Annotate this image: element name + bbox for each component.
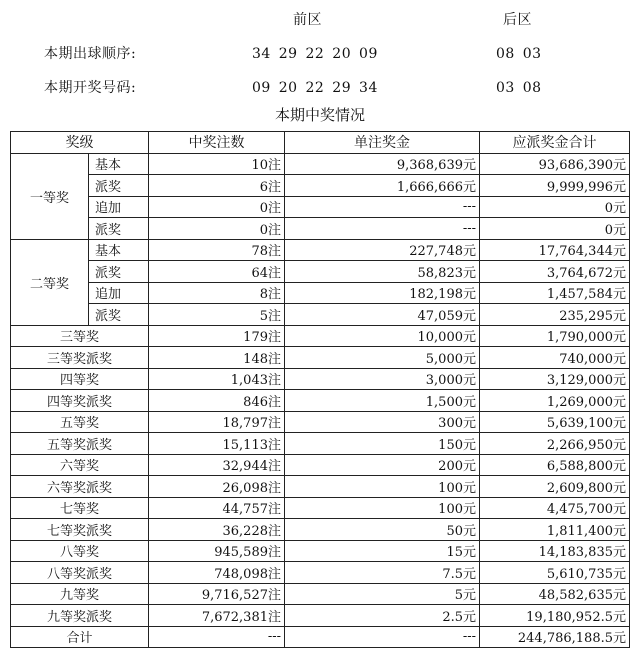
winner-count-cell: 78注 <box>149 239 285 261</box>
table-row <box>11 175 630 197</box>
prize-level-cell: 三等奖 <box>11 325 149 347</box>
table-row <box>11 282 630 304</box>
prize-level-cell: 七等奖派奖 <box>11 519 149 541</box>
total-prize-cell: 1,269,000元 <box>480 390 630 412</box>
winner-count-cell: 10注 <box>149 153 285 175</box>
winning-back-numbers: 03 08 <box>496 80 542 96</box>
winner-count-cell: 32,944注 <box>149 454 285 476</box>
single-prize-cell: 5元 <box>285 583 480 605</box>
prize-level-cell: 六等奖派奖 <box>11 476 149 498</box>
single-prize-cell: 15元 <box>285 540 480 562</box>
total-prize-cell: 1,457,584元 <box>480 282 630 304</box>
prize-level-cell: 八等奖 <box>11 540 149 562</box>
single-prize-cell: 150元 <box>285 433 480 455</box>
single-prize-cell: 182,198元 <box>285 282 480 304</box>
winning-numbers-label: 本期开奖号码: <box>44 80 137 96</box>
table-row <box>11 411 630 433</box>
winner-count-cell: 748,098注 <box>149 562 285 584</box>
total-prize-cell: 3,764,672元 <box>480 261 630 283</box>
table-row <box>11 218 630 240</box>
table-row <box>11 261 630 283</box>
total-prize-cell: 4,475,700元 <box>480 497 630 519</box>
header-level: 奖级 <box>11 132 149 154</box>
total-prize-cell: 6,588,800元 <box>480 454 630 476</box>
table-row <box>11 239 630 261</box>
table-row <box>11 540 630 562</box>
prize-subtype-cell: 追加 <box>89 196 149 218</box>
table-row <box>11 605 630 627</box>
single-prize-cell: 58,823元 <box>285 261 480 283</box>
winner-count-cell: 26,098注 <box>149 476 285 498</box>
total-prize-cell: 1,811,400元 <box>480 519 630 541</box>
table-row <box>11 562 630 584</box>
prize-level-cell: 五等奖 <box>11 411 149 433</box>
total-prize-cell: 2,609,800元 <box>480 476 630 498</box>
total-prize-cell: 5,639,100元 <box>480 411 630 433</box>
prize-level-cell: 九等奖派奖 <box>11 605 149 627</box>
table-row <box>11 304 630 326</box>
single-prize-cell: 100元 <box>285 476 480 498</box>
winner-count-cell: 8注 <box>149 282 285 304</box>
prize-level-cell: 四等奖派奖 <box>11 390 149 412</box>
prize-table <box>10 131 630 648</box>
winner-count-cell: 44,757注 <box>149 497 285 519</box>
single-prize-cell: 227,748元 <box>285 239 480 261</box>
single-prize-cell: 5,000元 <box>285 347 480 369</box>
single-prize-cell: 3,000元 <box>285 368 480 390</box>
winner-count-cell: 148注 <box>149 347 285 369</box>
total-prize-cell: 9,999,996元 <box>480 175 630 197</box>
total-prize-cell: 0元 <box>480 196 630 218</box>
single-prize-cell: 1,666,666元 <box>285 175 480 197</box>
total-prize-cell: 1,790,000元 <box>480 325 630 347</box>
prize-subtype-cell: 派奖 <box>89 175 149 197</box>
prize-table-title: 本期中奖情况 <box>274 106 365 124</box>
prize-subtype-cell: 派奖 <box>89 304 149 326</box>
winner-count-cell: 64注 <box>149 261 285 283</box>
total-prize-cell: 235,295元 <box>480 304 630 326</box>
prize-level-cell: 七等奖 <box>11 497 149 519</box>
winner-count-cell: 9,716,527注 <box>149 583 285 605</box>
total-prize-cell: 5,610,735元 <box>480 562 630 584</box>
header-prize: 单注奖金 <box>285 132 480 154</box>
prize-level-cell: 三等奖派奖 <box>11 347 149 369</box>
single-prize-cell: 100元 <box>285 497 480 519</box>
total-prize-cell: 48,582,635元 <box>480 583 630 605</box>
single-prize-cell: 47,059元 <box>285 304 480 326</box>
table-row <box>11 583 630 605</box>
prize-level-cell: 二等奖 <box>11 239 89 325</box>
front-zone-label: 前区 <box>293 12 322 28</box>
table-row <box>11 347 630 369</box>
draw-order-front-numbers: 34 29 22 20 09 <box>252 46 378 62</box>
back-zone-label: 后区 <box>503 12 532 28</box>
single-prize-cell: 200元 <box>285 454 480 476</box>
table-body <box>11 153 630 648</box>
sum-row <box>11 626 630 648</box>
prize-level-cell: 六等奖 <box>11 454 149 476</box>
single-prize-cell: 50元 <box>285 519 480 541</box>
single-prize-cell: --- <box>285 218 480 240</box>
single-prize-cell: 7.5元 <box>285 562 480 584</box>
table-row <box>11 433 630 455</box>
winner-count-cell: 179注 <box>149 325 285 347</box>
winner-count-cell: 7,672,381注 <box>149 605 285 627</box>
prize-level-cell: 四等奖 <box>11 368 149 390</box>
prize-subtype-cell: 派奖 <box>89 218 149 240</box>
prize-subtype-cell: 派奖 <box>89 261 149 283</box>
single-prize-cell: 10,000元 <box>285 325 480 347</box>
winning-front-numbers: 09 20 22 29 34 <box>252 80 378 96</box>
prize-level-cell: 五等奖派奖 <box>11 433 149 455</box>
table-row <box>11 368 630 390</box>
table-row <box>11 476 630 498</box>
sum-total-cell: 244,786,188.5元 <box>480 626 630 648</box>
total-prize-cell: 17,764,344元 <box>480 239 630 261</box>
winner-count-cell: 36,228注 <box>149 519 285 541</box>
prize-level-cell: 一等奖 <box>11 153 89 239</box>
total-prize-cell: 93,686,390元 <box>480 153 630 175</box>
sum-prize-cell: --- <box>285 626 480 648</box>
winner-count-cell: 6注 <box>149 175 285 197</box>
single-prize-cell: 9,368,639元 <box>285 153 480 175</box>
total-prize-cell: 14,183,835元 <box>480 540 630 562</box>
prize-subtype-cell: 基本 <box>89 239 149 261</box>
total-prize-cell: 19,180,952.5元 <box>480 605 630 627</box>
table-row <box>11 454 630 476</box>
table-header-row <box>11 132 630 154</box>
sum-label-cell: 合计 <box>11 626 149 648</box>
winner-count-cell: 846注 <box>149 390 285 412</box>
table-row <box>11 325 630 347</box>
table-row <box>11 390 630 412</box>
prize-subtype-cell: 追加 <box>89 282 149 304</box>
winner-count-cell: 15,113注 <box>149 433 285 455</box>
total-prize-cell: 0元 <box>480 218 630 240</box>
prize-level-cell: 八等奖派奖 <box>11 562 149 584</box>
winner-count-cell: 18,797注 <box>149 411 285 433</box>
winner-count-cell: 5注 <box>149 304 285 326</box>
prize-level-cell: 九等奖 <box>11 583 149 605</box>
winner-count-cell: 1,043注 <box>149 368 285 390</box>
total-prize-cell: 2,266,950元 <box>480 433 630 455</box>
single-prize-cell: 1,500元 <box>285 390 480 412</box>
sum-count-cell: --- <box>149 626 285 648</box>
single-prize-cell: 2.5元 <box>285 605 480 627</box>
draw-order-back-numbers: 08 03 <box>496 46 542 62</box>
single-prize-cell: --- <box>285 196 480 218</box>
single-prize-cell: 300元 <box>285 411 480 433</box>
table-row <box>11 497 630 519</box>
total-prize-cell: 740,000元 <box>480 347 630 369</box>
total-prize-cell: 3,129,000元 <box>480 368 630 390</box>
winner-count-cell: 0注 <box>149 218 285 240</box>
header-total: 应派奖金合计 <box>480 132 630 154</box>
draw-order-label: 本期出球顺序: <box>44 46 137 62</box>
header-count: 中奖注数 <box>149 132 285 154</box>
table-row <box>11 519 630 541</box>
table-row <box>11 196 630 218</box>
prize-subtype-cell: 基本 <box>89 153 149 175</box>
winner-count-cell: 0注 <box>149 196 285 218</box>
table-row <box>11 153 630 175</box>
winner-count-cell: 945,589注 <box>149 540 285 562</box>
